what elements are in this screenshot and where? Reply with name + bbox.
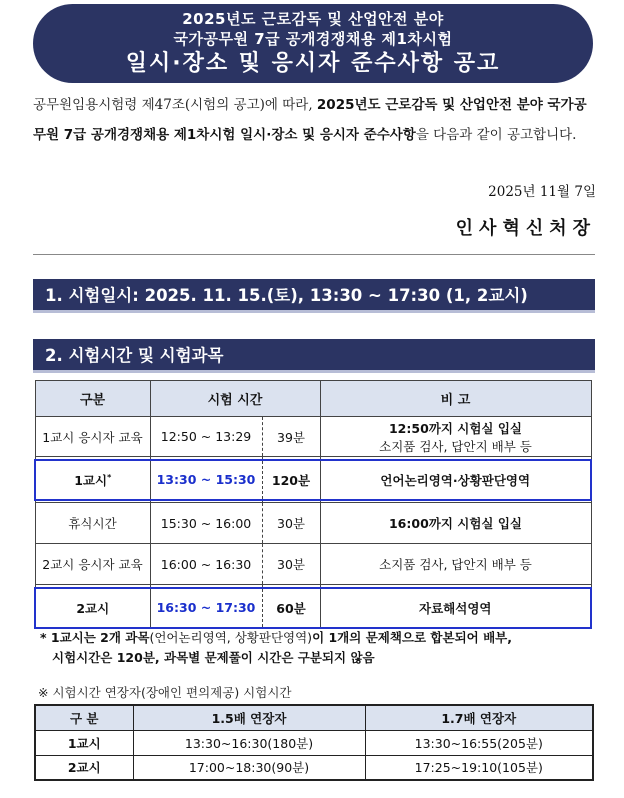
table-row [35,503,591,544]
table-row [35,417,591,457]
header-category: 구분 [35,381,150,417]
header-category: 구 분 [35,705,133,730]
row-duration: 30분 [262,503,320,544]
table-header-row [35,705,593,730]
footnote-text: (언어논리영역, 상황판단영역) [149,630,313,645]
cell-1-5x: 17:00~18:30(90분) [133,755,365,780]
cell-1-7x: 17:25~19:10(105분) [365,755,593,780]
extension-note: ※ 시험시간 연장자(장애인 편의제공) 시험시간 [38,685,292,700]
issuing-organization: 인사혁신처장 [455,218,596,239]
row-duration: 60분 [262,588,320,628]
remark-line-2: 소지품 검사, 답안지 배부 등 [379,438,532,454]
row-time: 16:00 ~ 16:30 [150,544,262,585]
announcement-date: 2025년 11월 7일 [488,184,596,200]
table-row-highlighted [35,460,591,500]
extension-table [34,704,594,781]
footnote-text: 이 1개의 문제책으로 합본되어 배부, [312,630,512,645]
row-duration: 39분 [262,417,320,457]
divider [33,254,595,255]
row-label: 2교시 응시자 교육 [35,544,150,585]
row-time: 12:50 ~ 13:29 [150,417,262,457]
table-row [35,730,593,755]
row-remarks [320,417,591,457]
intro-text-1: 공무원임용시험령 제47조(시험의 공고)에 따라, [33,97,317,113]
row-label: 2교시 [35,755,133,780]
table-header-row [35,381,591,417]
remark-line-1: 12:50까지 시험실 입실 [388,420,523,436]
footnote [40,628,600,668]
row-remarks: 자료해석영역 [320,588,591,628]
banner-title: 일시·장소 및 응시자 준수사항 공고 [125,51,501,76]
row-time: 16:30 ~ 17:30 [150,588,262,628]
footnote-text: * 1교시는 2개 과목 [40,630,150,645]
section-heading-exam-date: 1. 시험일시: 2025. 11. 15.(토), 13:30 ~ 17:30 (1, 2교시) [33,279,595,313]
row-time: 13:30 ~ 15:30 [150,460,262,500]
row-duration: 30분 [262,544,320,585]
schedule-table [34,380,592,629]
cell-1-7x: 13:30~16:55(205분) [365,730,593,755]
table-row-highlighted [35,588,591,628]
footnote-mark: * [107,472,112,482]
row-label: 휴식시간 [35,503,150,544]
row-label: 1교시 응시자 교육 [35,417,150,457]
footnote-line-2: 시험시간은 120분, 과목별 문제풀이 시간은 구분되지 않음 [52,650,375,665]
banner-line-1: 2025년도 근로감독 및 산업안전 분야 [182,10,444,28]
section-heading-exam-schedule: 2. 시험시간 및 시험과목 [33,339,595,373]
row-time: 15:30 ~ 16:00 [150,503,262,544]
header-exam-time: 시험 시간 [150,381,320,417]
table-row [35,755,593,780]
row-remarks: 언어논리영역·상황판단영역 [320,460,591,500]
table-row [35,544,591,585]
intro-bold-text: 2025년도 근로감독 및 산업안전 분야 국가공무원 7급 공개경쟁채용 제1차시험 일시·장소 및 응시자 준수사항 [33,97,587,143]
row-label: 2교시 [35,588,150,628]
row-duration: 120분 [262,460,320,500]
header-1-5x: 1.5배 연장자 [133,705,365,730]
intro-paragraph [33,90,598,150]
intro-text-2: 을 다음과 같이 공고합니다. [415,127,577,143]
row-remarks: 16:00까지 시험실 입실 [320,503,591,544]
row-label: 1교시 [35,730,133,755]
header-1-7x: 1.7배 연장자 [365,705,593,730]
row-remarks: 소지품 검사, 답안지 배부 등 [320,544,591,585]
title-banner [33,4,593,83]
row-label [35,460,150,500]
cell-1-5x: 13:30~16:30(180분) [133,730,365,755]
header-remarks: 비 고 [320,381,591,417]
banner-line-2: 국가공무원 7급 공개경쟁채용 제1차시험 [173,30,453,48]
footnote-line-1 [40,628,600,648]
row-label-text: 1교시 [74,472,108,488]
